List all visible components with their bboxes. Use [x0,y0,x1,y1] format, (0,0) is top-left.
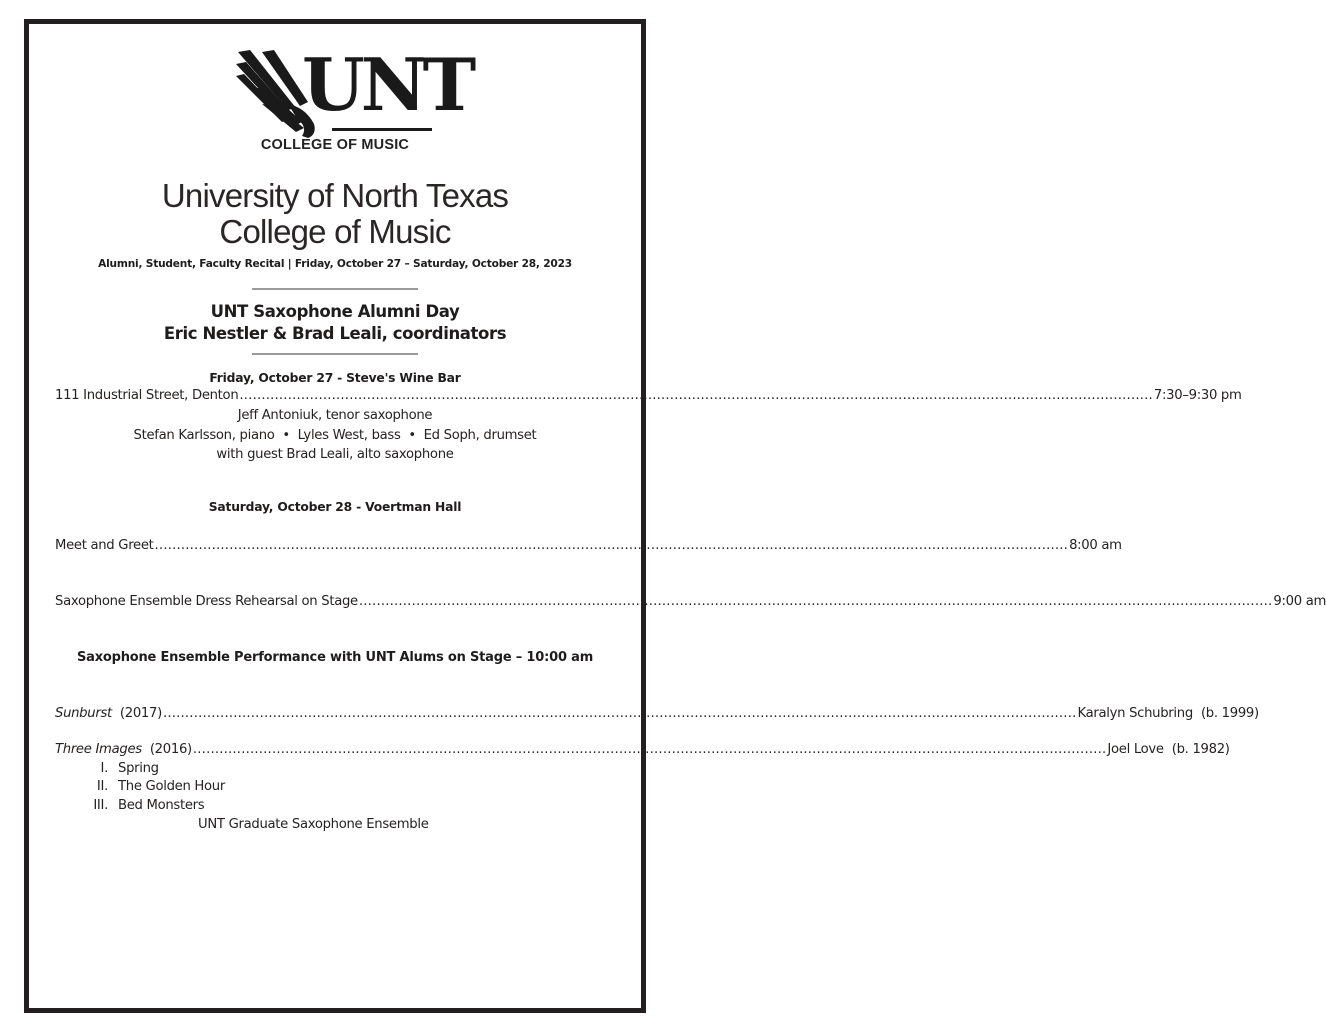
leader-dots [193,742,1107,757]
movement-item [80,761,159,776]
schedule-time: 8:00 am [1069,538,1122,553]
logo-text: UNT [302,42,473,127]
eagle-icon [232,42,473,138]
divider-bottom [252,353,418,355]
performance-heading: Saxophone Ensemble Performance with UNT Alums on Stage – 10:00 am [76,650,594,665]
recital-subline: Alumni, Student, Faculty Recital | Friday, October 27 – Saturday, October 28, 2023 [98,258,572,270]
program-item [55,742,1230,757]
leader-dots [155,538,1069,553]
movement-name: The Golden Hour [118,779,225,794]
title-line-1: University of North Texas [161,177,509,214]
schedule-row [55,538,1122,553]
program-item [55,706,1259,721]
friday-address: 111 Industrial Street, Denton [55,388,239,403]
piece-year: (2016) [149,742,192,757]
movement-item [80,779,225,794]
composer-dates: (b. 1999) [1200,706,1259,721]
leader-dots [239,388,1153,403]
composer: Joel Love [1107,742,1164,757]
piece-year: (2017) [119,706,162,721]
schedule-row [55,594,1326,609]
composer: Karalyn Schubring [1077,706,1193,721]
schedule-time: 9:00 am [1273,594,1326,609]
piece-title: Three Images [55,742,142,757]
friday-time: 7:30–9:30 pm [1153,388,1242,403]
leader-dots [359,594,1273,609]
performer-line: Jeff Antoniuk, tenor saxophone [237,408,433,423]
page-border [24,19,646,1013]
event-coordinators: Eric Nestler & Brad Leali, coordinators [163,324,507,343]
movement-number: II. [96,779,108,794]
saturday-heading: Saturday, October 28 - Voertman Hall [208,500,462,514]
schedule-label: Meet and Greet [55,538,154,553]
piece-title: Sunburst [55,706,112,721]
ensemble-name: UNT Graduate Saxophone Ensemble [198,817,429,832]
leader-dots [163,706,1077,721]
movement-name: Spring [118,761,159,776]
movement-number: III. [93,798,108,813]
divider-top [252,288,418,290]
title-line-2: College of Music [219,213,451,250]
friday-venue-row [55,388,1242,403]
performer-line: with guest Brad Leali, alto saxophone [216,447,454,462]
movement-name: Bed Monsters [118,798,205,813]
friday-heading: Friday, October 27 - Steve's Wine Bar [209,371,461,385]
movement-number: I. [100,761,108,776]
schedule-label: Saxophone Ensemble Dress Rehearsal on Stage [55,594,358,609]
event-title: UNT Saxophone Alumni Day [210,302,460,321]
logo-subtitle: COLLEGE OF MUSIC [260,137,410,153]
movement-item [80,798,204,813]
performer-line: Stefan Karlsson, piano • Lyles West, bass • Ed Soph, drumset [133,428,537,443]
composer-dates: (b. 1982) [1171,742,1230,757]
